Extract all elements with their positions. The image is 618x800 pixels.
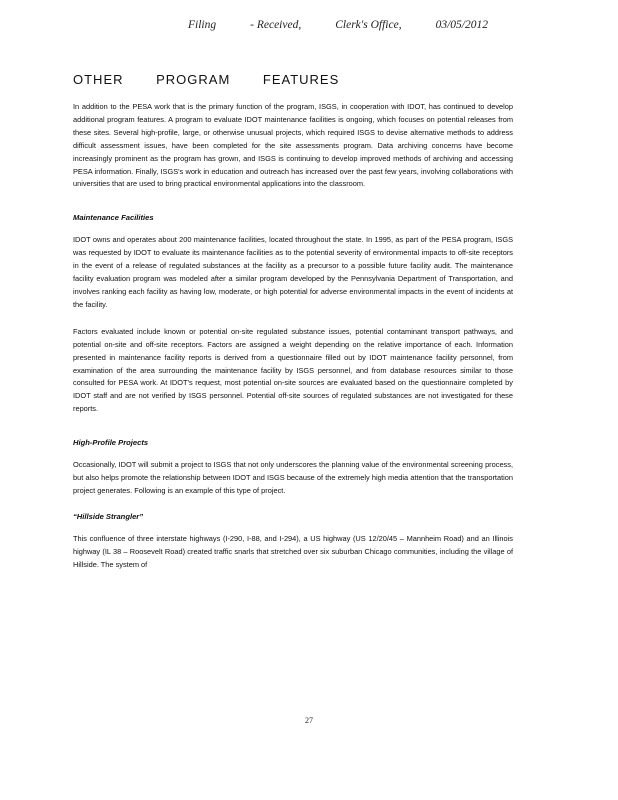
subhead-high-profile-projects: High-Profile Projects <box>73 438 149 448</box>
page-number: 27 <box>305 716 313 725</box>
section-title: OTHER PROGRAM FEATURES <box>73 72 340 87</box>
subhead-hillside-strangler: “Hillside Strangler” <box>73 511 144 521</box>
intro-paragraph: In addition to the PESA work that is the primary function of the program, ISGS, in cooperation with IDOT, has continued to develop additional program features. A program to evaluate IDOT maintenance facilities is ongoing, which focuses on potential releases from these sites. Several high-profile, large, or otherwise unusual projects, which required ISGS to devise alternative methods to address difficult assessment issues, have been completed for the site assessments program. Data archiving concerns have become increasingly prominent as the program has grown, and ISGS is continuing to develop improved methods of archiving and accessing PESA information. Finally, ISGS's work in education and outreach has increased over the past few years, involving collaborations with universities that are used to bring practical environmental applications into the classroom. <box>73 102 513 189</box>
page-body <box>73 72 513 586</box>
filing-date: 03/05/2012 <box>435 19 488 31</box>
hillside-paragraph: This confluence of three interstate highways (I-290, I-88, and I-294), a US highway (US 12/20/45 – Mannheim Road) and an Illinois highway (IL 38 – Roosevelt Road) created traffic snarls that stretched over six suburban Chicago communities, including the village of Hillside. The system of <box>73 533 513 569</box>
received-label: - Received, <box>250 19 302 31</box>
subhead-maintenance-facilities: Maintenance Facilities <box>73 213 154 223</box>
filing-stamp-header <box>188 19 488 31</box>
maintenance-paragraph-2: Factors evaluated include known or potential on-site regulated substance issues, potential contaminant transport pathways, and potential on-site and off-site receptors. Factors are assigned a weight depending on the relative importance of each. Information presented in maintenance facility reports is derived from a questionnaire filled out by IDOT maintenance facility personnel, from examination of the area surrounding the maintenance facility by ISGS personnel, and from database resources similar to those consulted for PESA work. At IDOT's request, most potential on-site sources are evaluated based on the questionnaire completed by IDOT staff and are not verified by ISGS personnel. Potential off-site sources of regulated substances are not investigated for these reports. <box>73 326 513 414</box>
office-label: Clerk's Office, <box>335 19 402 31</box>
maintenance-paragraph-1: IDOT owns and operates about 200 maintenance facilities, located throughout the state. In 1995, as part of the PESA program, ISGS was requested by IDOT to evaluate its maintenance facilities as to the potential severity of environmental impacts to off-site receptors in the event of a release of regulated substances at the facility as a precursor to a possible future facility audit. The maintenance facility evaluation program was modeled after a similar program developed by the Pennsylvania Department of Transportation, and involves ranking each facility as having low, moderate, or high potential for adverse environmental impacts in the event of incidents at the facility. <box>73 235 513 309</box>
filing-label: Filing <box>188 19 217 31</box>
high-profile-paragraph: Occasionally, IDOT will submit a project to ISGS that not only underscores the planning value of the environmental screening process, but also helps promote the relationship between IDOT and ISGS because of the extremely high media attention that the transportation project generates. Following is an example of this type of project. <box>73 460 513 495</box>
